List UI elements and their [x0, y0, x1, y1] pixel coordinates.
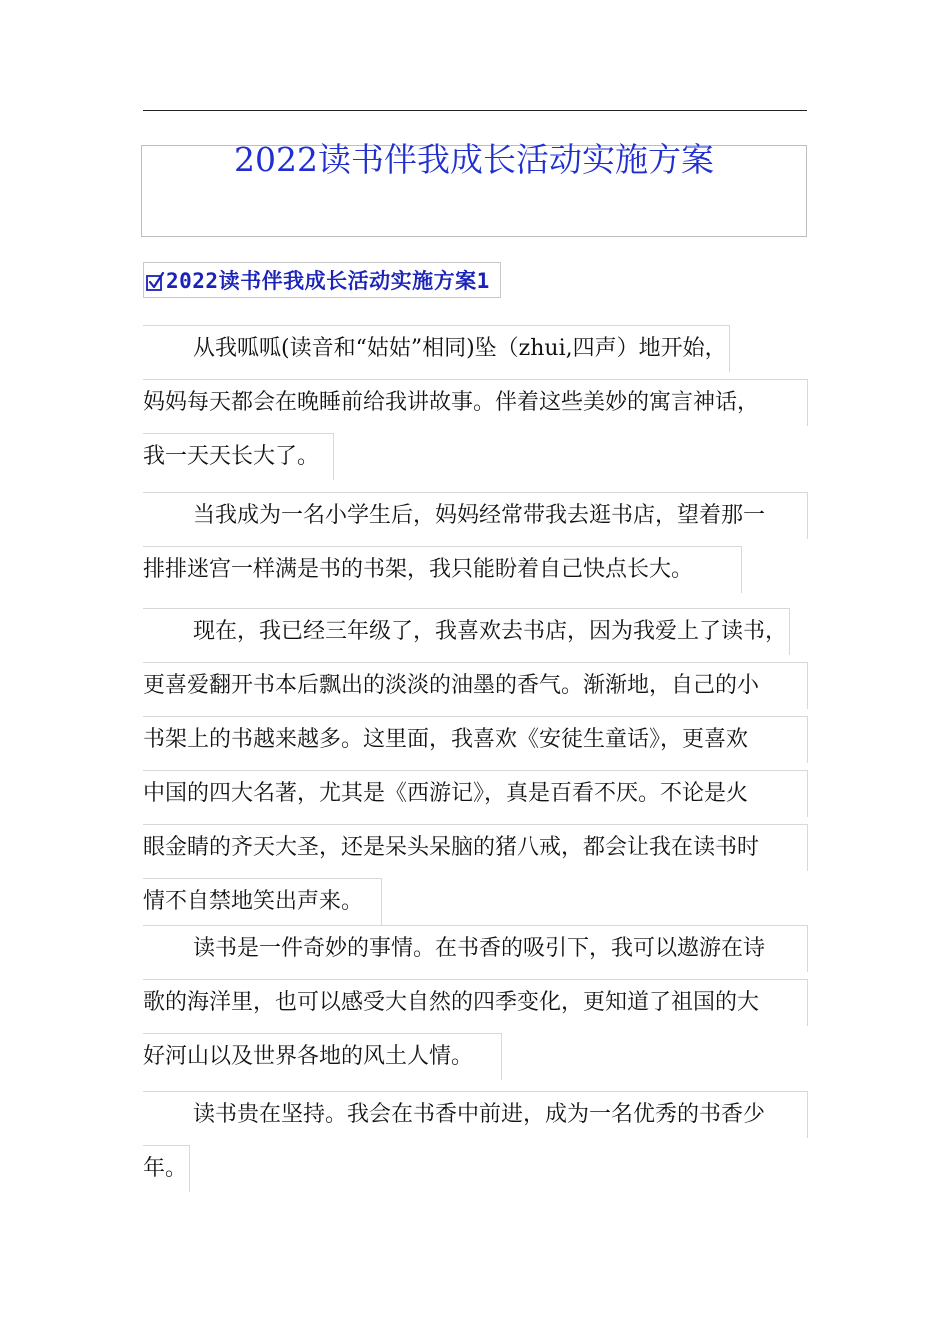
paragraph-line: 中国的四大名著，尤其是《西游记》，真是百看不厌。不论是火 [143, 767, 823, 821]
top-rule [143, 110, 807, 111]
paragraph-line: 排排迷宫一样满是书的书架，我只能盼着自己快点长大。 [143, 543, 823, 597]
paragraph-line: 情不自禁地笑出声来。 [143, 875, 823, 929]
paragraph [143, 605, 823, 929]
paragraph [143, 489, 823, 597]
paragraph-line: 更喜爱翻开书本后飘出的淡淡的油墨的香气。渐渐地，自己的小 [143, 659, 823, 713]
paragraph [143, 1088, 823, 1196]
paragraph-line: 当我成为一名小学生后，妈妈经常带我去逛书店，望着那一 [143, 489, 823, 543]
checkbox-checked-icon [146, 272, 165, 291]
paragraph-line: 年。 [143, 1142, 823, 1196]
paragraph-line: 眼金睛的齐天大圣，还是呆头呆脑的猪八戒，都会让我在读书时 [143, 821, 823, 875]
section-heading-text: 2022读书伴我成长活动实施方案1 [166, 269, 490, 293]
paragraph-line: 好河山以及世界各地的风土人情。 [143, 1030, 823, 1084]
paragraph-line: 读书是一件奇妙的事情。在书香的吸引下，我可以遨游在诗 [143, 922, 823, 976]
paragraph [143, 922, 823, 1084]
paragraph-line: 现在，我已经三年级了，我喜欢去书店，因为我爱上了读书， [143, 605, 823, 659]
paragraph-line: 我一天天长大了。 [143, 430, 823, 484]
paragraph-line: 读书贵在坚持。我会在书香中前进，成为一名优秀的书香少 [143, 1088, 823, 1142]
document-title: 2022读书伴我成长活动实施方案 [234, 140, 714, 179]
paragraph-line: 书架上的书越来越多。这里面，我喜欢《安徒生童话》，更喜欢 [143, 713, 823, 767]
paragraph-line: 妈妈每天都会在晚睡前给我讲故事。伴着这些美妙的寓言神话， [143, 376, 823, 430]
paragraph-line: 歌的海洋里，也可以感受大自然的四季变化，更知道了祖国的大 [143, 976, 823, 1030]
section-heading [143, 262, 501, 298]
paragraph [143, 322, 823, 484]
paragraph-line: 从我呱呱(读音和“姑姑”相同)坠（zhui,四声）地开始， [143, 322, 823, 376]
